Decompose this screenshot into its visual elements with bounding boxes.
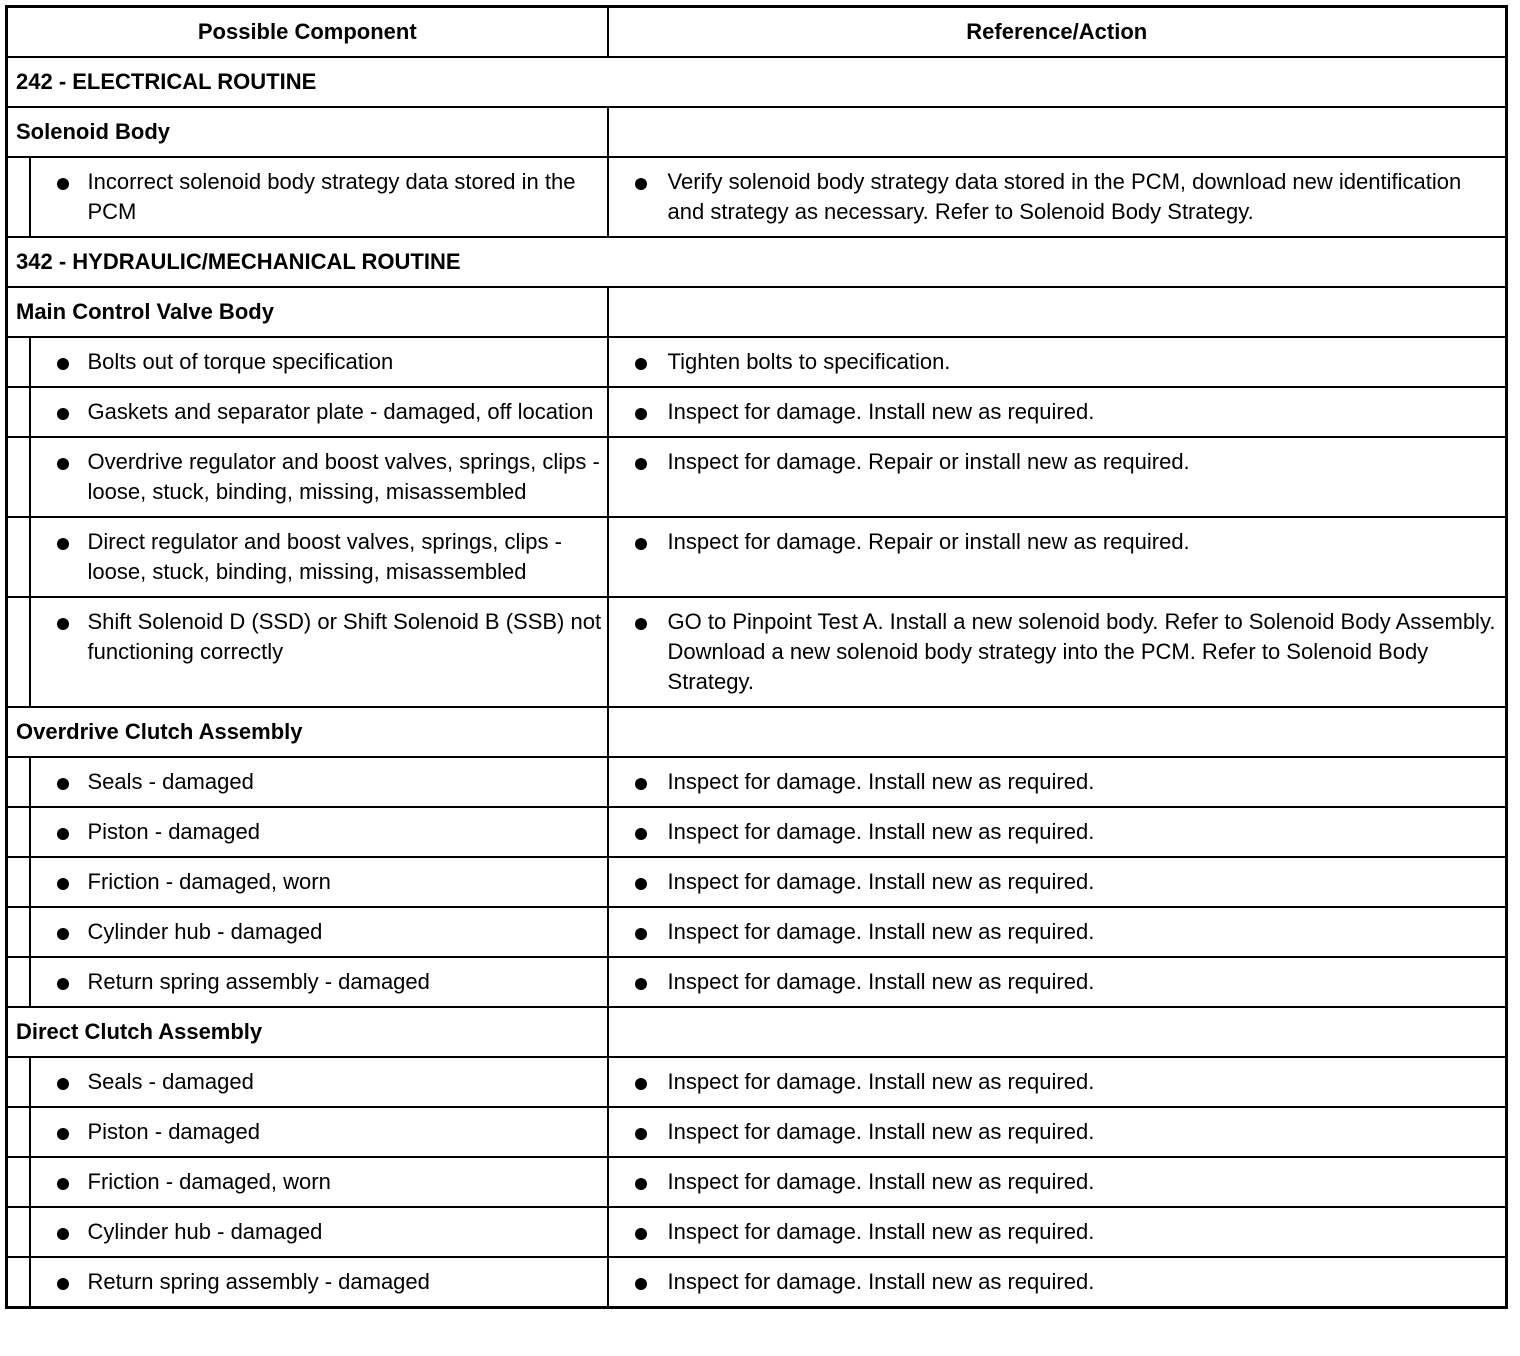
action-text: Inspect for damage. Install new as required.	[667, 919, 1095, 944]
group-action-empty	[608, 1007, 1507, 1057]
bullet-icon	[57, 1078, 69, 1090]
component-cell	[30, 857, 608, 907]
bullet-icon	[57, 1278, 69, 1290]
component-cell	[30, 957, 608, 1007]
component-text: Gaskets and separator plate - damaged, off location	[87, 399, 594, 424]
component-text: Overdrive regulator and boost valves, springs, clips - loose, stuck, binding, missing, misassembled	[87, 449, 600, 504]
indent-cell	[7, 517, 30, 597]
bullet-icon	[57, 1178, 69, 1190]
action-cell	[608, 857, 1507, 907]
group-action-empty	[608, 107, 1507, 157]
bullet-icon	[57, 978, 69, 990]
component-cell	[30, 387, 608, 437]
indent-cell	[7, 957, 30, 1007]
component-cell	[30, 807, 608, 857]
table-row	[7, 857, 1507, 907]
bullet-icon	[635, 408, 647, 420]
component-cell	[30, 437, 608, 517]
table-row	[7, 1107, 1507, 1157]
header-possible-component: Possible Component	[7, 7, 608, 58]
action-text: Inspect for damage. Install new as required.	[667, 1069, 1095, 1094]
component-cell	[30, 517, 608, 597]
action-cell	[608, 957, 1507, 1007]
bullet-icon	[57, 458, 69, 470]
component-text: Bolts out of torque specification	[87, 349, 394, 374]
component-cell	[30, 907, 608, 957]
group-action-empty	[608, 287, 1507, 337]
bullet-icon	[57, 618, 69, 630]
table-row	[7, 387, 1507, 437]
component-text: Seals - damaged	[87, 1069, 254, 1094]
table-row	[7, 1207, 1507, 1257]
group-row	[7, 707, 1507, 757]
component-text: Friction - damaged, worn	[87, 1169, 331, 1194]
action-text: Inspect for damage. Install new as required.	[667, 399, 1095, 424]
routine-row	[7, 57, 1507, 107]
component-text: Incorrect solenoid body strategy data stored in the PCM	[87, 169, 576, 224]
action-text: Inspect for damage. Repair or install new as required.	[667, 529, 1190, 554]
bullet-icon	[635, 878, 647, 890]
component-text: Return spring assembly - damaged	[87, 1269, 430, 1294]
header-reference-action: Reference/Action	[608, 7, 1507, 58]
group-row	[7, 107, 1507, 157]
indent-cell	[7, 337, 30, 387]
diagnostic-table	[5, 5, 1508, 1309]
routine-row	[7, 237, 1507, 287]
bullet-icon	[635, 178, 647, 190]
bullet-icon	[57, 358, 69, 370]
indent-cell	[7, 1157, 30, 1207]
action-text: Inspect for damage. Install new as required.	[667, 869, 1095, 894]
indent-cell	[7, 907, 30, 957]
component-text: Piston - damaged	[87, 1119, 260, 1144]
action-cell	[608, 437, 1507, 517]
action-text: Inspect for damage. Install new as required.	[667, 1219, 1095, 1244]
action-cell	[608, 757, 1507, 807]
indent-cell	[7, 597, 30, 707]
action-cell	[608, 157, 1507, 237]
indent-cell	[7, 1257, 30, 1308]
component-cell	[30, 597, 608, 707]
action-cell	[608, 387, 1507, 437]
component-text: Shift Solenoid D (SSD) or Shift Solenoid B (SSB) not functioning correctly	[87, 609, 602, 664]
table-row	[7, 337, 1507, 387]
table-row	[7, 957, 1507, 1007]
action-text: Inspect for damage. Install new as required.	[667, 1119, 1095, 1144]
bullet-icon	[57, 828, 69, 840]
component-text: Cylinder hub - damaged	[87, 1219, 323, 1244]
table-row	[7, 437, 1507, 517]
indent-cell	[7, 437, 30, 517]
table-row	[7, 1057, 1507, 1107]
bullet-icon	[57, 178, 69, 190]
group-title: Direct Clutch Assembly	[7, 1007, 608, 1057]
bullet-icon	[635, 458, 647, 470]
action-text: Inspect for damage. Install new as required.	[667, 1269, 1095, 1294]
table-row	[7, 907, 1507, 957]
component-text: Direct regulator and boost valves, springs, clips - loose, stuck, binding, missing, misassembled	[87, 529, 562, 584]
component-cell	[30, 1207, 608, 1257]
component-text: Seals - damaged	[87, 769, 254, 794]
action-cell	[608, 1207, 1507, 1257]
bullet-icon	[635, 978, 647, 990]
header-row	[7, 7, 1507, 58]
bullet-icon	[57, 1128, 69, 1140]
component-text: Friction - damaged, worn	[87, 869, 331, 894]
action-text: Inspect for damage. Install new as required.	[667, 769, 1095, 794]
action-text: Inspect for damage. Install new as required.	[667, 1169, 1095, 1194]
component-cell	[30, 1057, 608, 1107]
indent-cell	[7, 857, 30, 907]
routine-title: 242 - ELECTRICAL ROUTINE	[7, 57, 1507, 107]
component-cell	[30, 757, 608, 807]
bullet-icon	[635, 1078, 647, 1090]
table-row	[7, 597, 1507, 707]
table-row	[7, 1257, 1507, 1308]
component-cell	[30, 1107, 608, 1157]
indent-cell	[7, 1207, 30, 1257]
bullet-icon	[57, 778, 69, 790]
group-title: Overdrive Clutch Assembly	[7, 707, 608, 757]
action-cell	[608, 1107, 1507, 1157]
indent-cell	[7, 807, 30, 857]
bullet-icon	[57, 538, 69, 550]
action-cell	[608, 1157, 1507, 1207]
table-row	[7, 807, 1507, 857]
table-row	[7, 517, 1507, 597]
group-title: Solenoid Body	[7, 107, 608, 157]
bullet-icon	[57, 1228, 69, 1240]
action-cell	[608, 517, 1507, 597]
action-cell	[608, 597, 1507, 707]
component-cell	[30, 157, 608, 237]
action-text: Verify solenoid body strategy data stored in the PCM, download new identification and strategy as necessary. Refer to Solenoid Body Strategy.	[667, 169, 1462, 224]
action-text: Inspect for damage. Repair or install new as required.	[667, 449, 1190, 474]
indent-cell	[7, 387, 30, 437]
indent-cell	[7, 757, 30, 807]
bullet-icon	[635, 928, 647, 940]
action-cell	[608, 907, 1507, 957]
action-cell	[608, 1257, 1507, 1308]
routine-title: 342 - HYDRAULIC/MECHANICAL ROUTINE	[7, 237, 1507, 287]
component-cell	[30, 337, 608, 387]
bullet-icon	[635, 778, 647, 790]
table-row	[7, 157, 1507, 237]
bullet-icon	[635, 358, 647, 370]
component-text: Piston - damaged	[87, 819, 260, 844]
bullet-icon	[635, 538, 647, 550]
indent-cell	[7, 1057, 30, 1107]
group-title: Main Control Valve Body	[7, 287, 608, 337]
table-row	[7, 757, 1507, 807]
bullet-icon	[635, 1228, 647, 1240]
indent-cell	[7, 1107, 30, 1157]
bullet-icon	[57, 878, 69, 890]
component-text: Cylinder hub - damaged	[87, 919, 323, 944]
action-cell	[608, 1057, 1507, 1107]
action-text: Tighten bolts to specification.	[667, 349, 951, 374]
group-row	[7, 287, 1507, 337]
component-cell	[30, 1257, 608, 1308]
action-cell	[608, 807, 1507, 857]
bullet-icon	[57, 928, 69, 940]
component-cell	[30, 1157, 608, 1207]
action-text: Inspect for damage. Install new as required.	[667, 969, 1095, 994]
group-row	[7, 1007, 1507, 1057]
indent-cell	[7, 157, 30, 237]
bullet-icon	[635, 1278, 647, 1290]
table-body	[7, 57, 1507, 1308]
action-text: GO to Pinpoint Test A. Install a new solenoid body. Refer to Solenoid Body Assembly. Download a new solenoid body strategy into the PCM. Refer to Solenoid Body Strategy.	[667, 609, 1496, 694]
bullet-icon	[635, 1178, 647, 1190]
bullet-icon	[635, 828, 647, 840]
bullet-icon	[635, 1128, 647, 1140]
action-text: Inspect for damage. Install new as required.	[667, 819, 1095, 844]
bullet-icon	[57, 408, 69, 420]
action-cell	[608, 337, 1507, 387]
table-row	[7, 1157, 1507, 1207]
component-text: Return spring assembly - damaged	[87, 969, 430, 994]
bullet-icon	[635, 618, 647, 630]
group-action-empty	[608, 707, 1507, 757]
